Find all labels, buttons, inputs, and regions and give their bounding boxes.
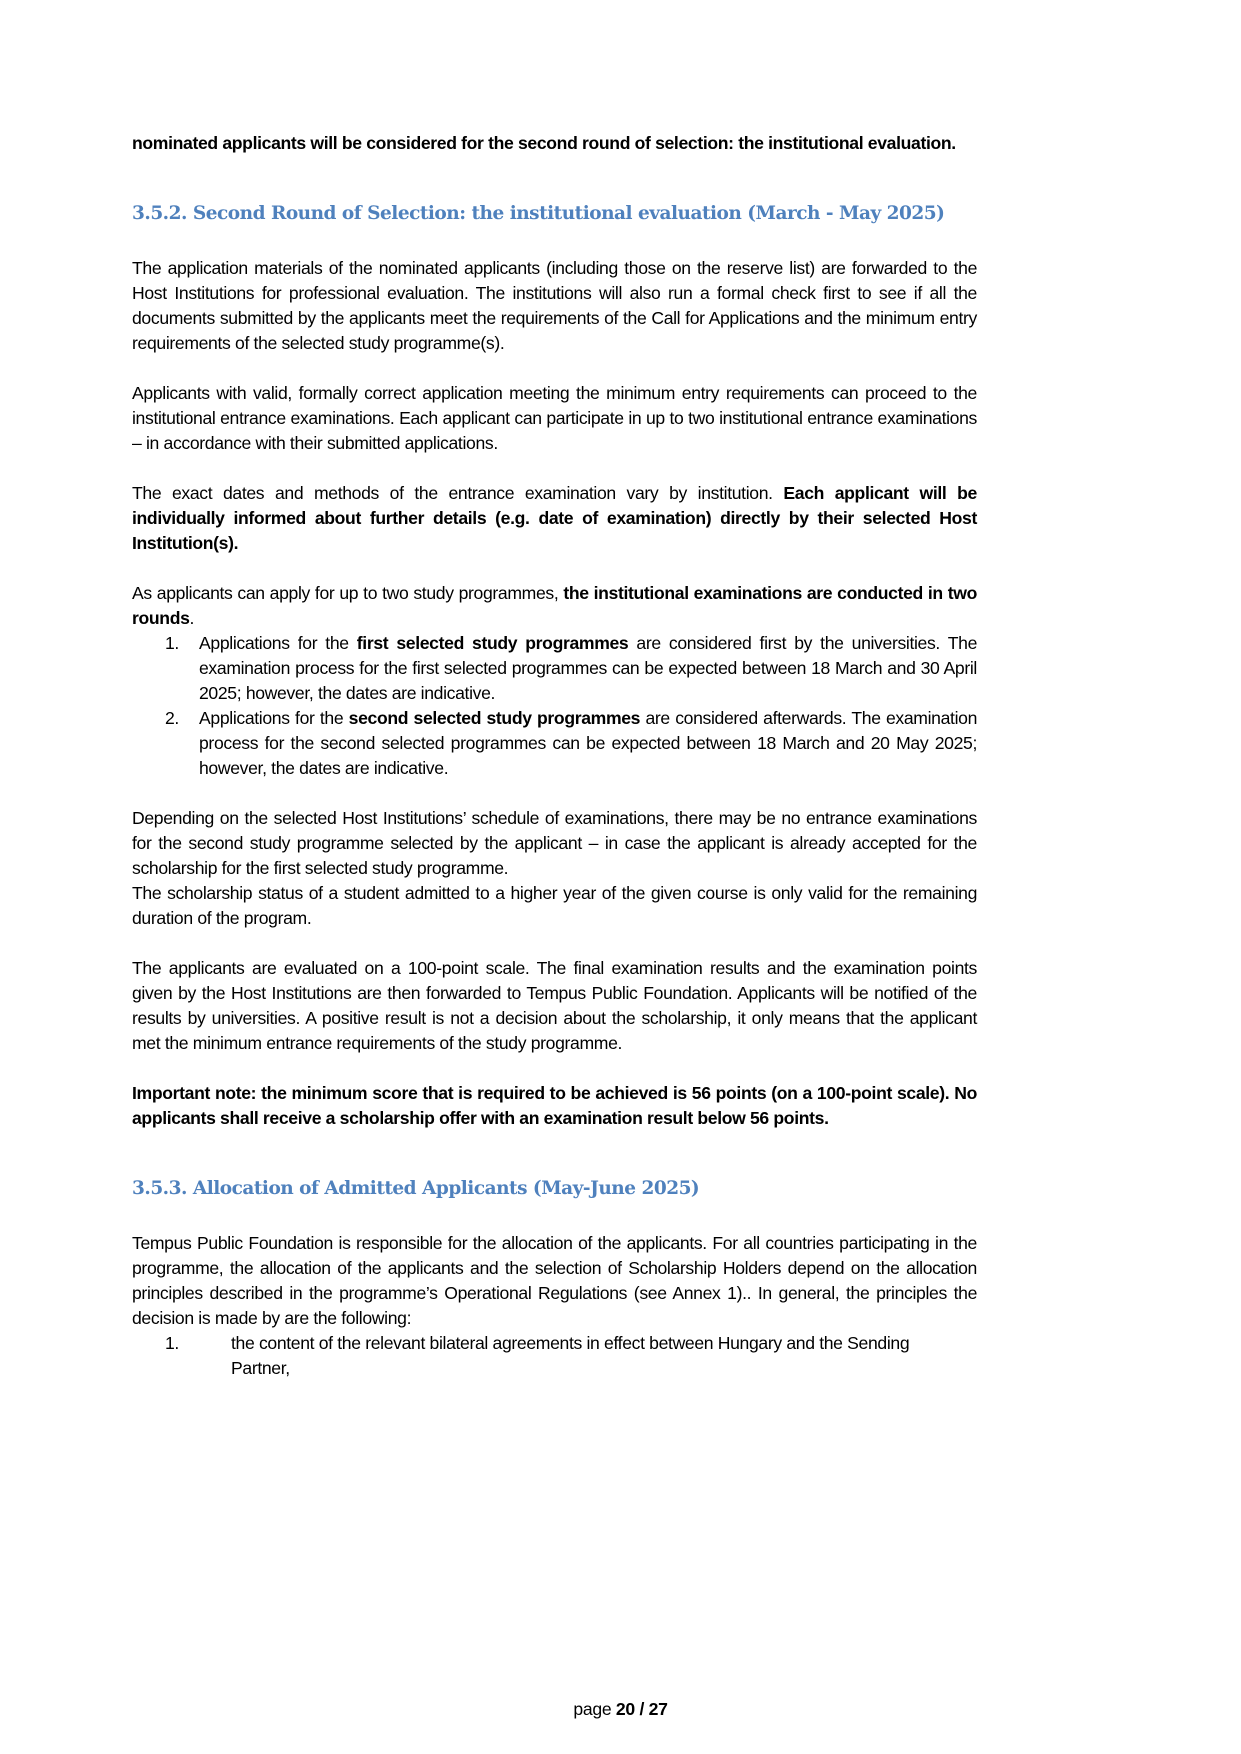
- section-heading-3-5-2: 3.5.2. Second Round of Selection: the institutional evaluation (March - May 2025): [132, 203, 945, 224]
- list-number: 2.: [165, 708, 179, 728]
- page-label: page: [573, 1699, 616, 1719]
- paragraph-application-materials: The application materials of the nominated applicants (including those on the reserve list) are forwarded to the Host Institutions for professional evaluation. The institutions will also run a formal check first to see if all the documents submitted by the applicants meet the requirements of the Call for Applications and the minimum entry requirements of the selected study programme(s).: [132, 258, 977, 353]
- exam-dates-bold-text: Each applicant will be individually informed about further details (e.g. date of examination) directly by their selected Host Institution(s).: [132, 483, 977, 553]
- list-number: 1.: [165, 1333, 179, 1353]
- two-rounds-text: As applicants can apply for up to two study programmes,: [132, 583, 564, 603]
- list-item-bold-text: first selected study programmes: [356, 633, 629, 653]
- paragraph-two-rounds: [132, 581, 977, 631]
- list-item-text: Applications for the: [199, 633, 357, 653]
- document-page: [132, 131, 977, 1381]
- list-item: [132, 631, 977, 706]
- page-current: 20: [615, 1699, 635, 1719]
- paragraph-exam-dates: [132, 481, 977, 556]
- allocation-principles-list: [132, 1331, 977, 1381]
- two-rounds-end: .: [189, 608, 195, 628]
- page-total: 27: [648, 1699, 668, 1719]
- list-item: [132, 1331, 977, 1381]
- list-item: [132, 706, 977, 781]
- list-item-text: Applications for the: [199, 708, 349, 728]
- exam-rounds-list: [132, 631, 977, 781]
- paragraph-scholarship-status: The scholarship status of a student admitted to a higher year of the given course is only valid for the remaining duration of the program.: [132, 883, 977, 928]
- list-item-text: the content of the relevant bilateral agreements in effect between Hungary and the Sending Partner,: [231, 1333, 910, 1378]
- list-item-bold-text: second selected study programmes: [348, 708, 641, 728]
- list-item-text: are considered first by the universities. The examination process for the first selected programmes can be expected between 18 March and 30 April 2025; however, the dates are indicative.: [199, 633, 977, 703]
- list-number: 1.: [165, 633, 179, 653]
- two-rounds-bold-text: the institutional examinations are conducted in two rounds: [132, 583, 977, 628]
- important-note: Important note: the minimum score that is required to be achieved is 56 points (on a 100-point scale). No applicants shall receive a scholarship offer with an examination result below 56 points.: [132, 1083, 977, 1128]
- paragraph-allocation: Tempus Public Foundation is responsible for the allocation of the applicants. For all countries participating in the programme, the allocation of the applicants and the selection of Scholarship Holders depend on the allocation principles described in the programme’s Operational Regulations (see Annex 1).. In general, the principles the decision is made by are the following:: [132, 1233, 977, 1328]
- paragraph-evaluation-scale: The applicants are evaluated on a 100-point scale. The final examination results and the examination points given by the Host Institutions are then forwarded to Tempus Public Foundation. Applicants will be notified of the results by universities. A positive result is not a decision about the scholarship, it only means that the applicant met the minimum entrance requirements of the study programme.: [132, 958, 977, 1053]
- paragraph-host-schedule: Depending on the selected Host Institutions’ schedule of examinations, there may be no entrance examinations for the second study programme selected by the applicant – in case the applicant is already accepted for the scholarship for the first selected study programme.: [132, 808, 977, 878]
- section-heading-3-5-3: 3.5.3. Allocation of Admitted Applicants (May-June 2025): [132, 1178, 700, 1199]
- paragraph-valid-applicants: Applicants with valid, formally correct application meeting the minimum entry requirements can proceed to the institutional entrance examinations. Each applicant can participate in up to two institutional entrance examinations – in accordance with their submitted applications.: [132, 383, 977, 453]
- list-item-text: are considered afterwards. The examination process for the second selected programmes can be expected between 18 March and 20 May 2025; however, the dates are indicative.: [199, 708, 978, 778]
- page-footer: [0, 1697, 1241, 1722]
- exam-dates-text: The exact dates and methods of the entrance examination vary by institution.: [132, 483, 784, 503]
- intro-paragraph: nominated applicants will be considered for the second round of selection: the institutional evaluation.: [132, 133, 956, 153]
- page-separator: /: [634, 1699, 649, 1719]
